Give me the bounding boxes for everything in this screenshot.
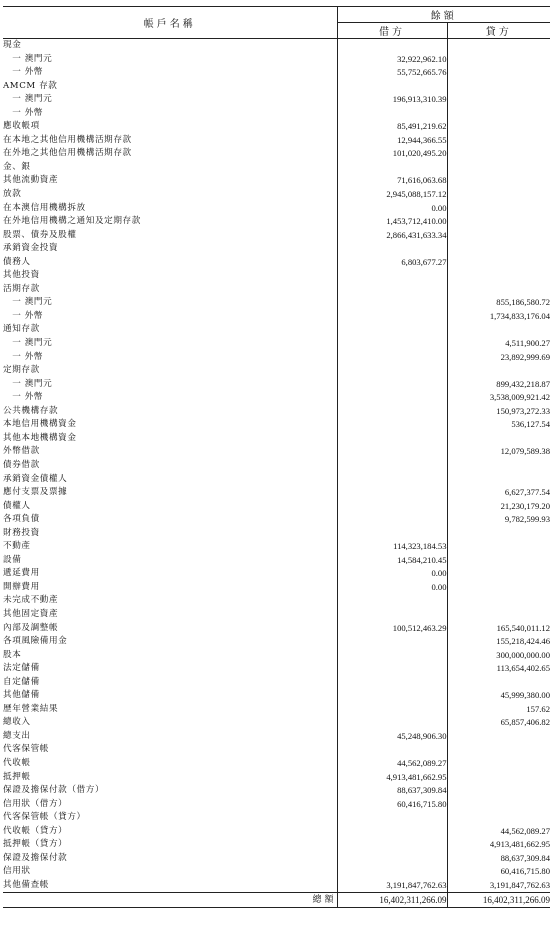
credit-cell: 3,538,009,921.42 [447, 391, 550, 405]
table-row [3, 689, 550, 703]
credit-cell [447, 202, 550, 216]
credit-cell [447, 608, 550, 622]
account-name-cell: 代收帳 [3, 757, 31, 768]
credit-cell: 12,079,589.38 [447, 445, 550, 459]
debit-cell [337, 608, 447, 622]
debit-cell [337, 486, 447, 500]
credit-cell [447, 161, 550, 175]
table-row [3, 269, 550, 283]
table-row [3, 608, 550, 622]
credit-cell [447, 53, 550, 67]
account-name-cell: 財務投資 [3, 527, 40, 538]
table-row [3, 174, 550, 188]
credit-cell [447, 120, 550, 134]
credit-cell [447, 540, 550, 554]
credit-cell: 300,000,000.00 [447, 649, 550, 663]
table-row [3, 351, 550, 365]
credit-cell: 88,637,309.84 [447, 852, 550, 866]
debit-cell: 71,616,063.68 [337, 174, 447, 188]
account-name-cell: 保證及擔保付款（借方） [3, 785, 105, 796]
account-name-cell: 歷年營業結果 [3, 703, 59, 714]
table-row [3, 215, 550, 229]
account-name-cell: 一 澳門元 [3, 378, 53, 389]
account-name-cell: 定期存款 [3, 365, 40, 376]
table-row [3, 771, 550, 785]
table-row [3, 296, 550, 310]
account-name-cell: 其他儲備 [3, 690, 40, 701]
table-row [3, 256, 550, 270]
debit-cell [337, 865, 447, 879]
account-name-header: 帳戶名稱 [3, 7, 337, 39]
debit-cell [337, 649, 447, 663]
debit-cell: 55,752,665.76 [337, 66, 447, 80]
table-row [3, 337, 550, 351]
credit-cell [447, 811, 550, 825]
debit-cell: 0.00 [337, 202, 447, 216]
account-name-cell: 在本澳信用機構拆放 [3, 202, 86, 213]
credit-cell [447, 80, 550, 94]
credit-cell: 9,782,599.93 [447, 513, 550, 527]
debit-cell [337, 838, 447, 852]
account-name-cell: 信用狀（借方） [3, 798, 68, 809]
account-name-cell: 自定儲備 [3, 676, 40, 687]
table-row [3, 554, 550, 568]
table-row [3, 486, 550, 500]
credit-cell: 1,734,833,176.04 [447, 310, 550, 324]
total-credit: 16,402,311,266.09 [447, 893, 550, 908]
credit-cell [447, 364, 550, 378]
debit-cell: 44,562,089.27 [337, 757, 447, 771]
account-name-cell: 一 外幣 [3, 67, 44, 78]
table-row [3, 80, 550, 94]
credit-cell [447, 134, 550, 148]
account-name-cell: 代客保管帳（貸方） [3, 812, 86, 823]
debit-cell: 12,944,366.55 [337, 134, 447, 148]
account-name-cell: 其他本地機構資金 [3, 432, 77, 443]
debit-cell [337, 594, 447, 608]
debit-cell [337, 635, 447, 649]
table-row [3, 134, 550, 148]
table-row [3, 405, 550, 419]
account-name-cell: 其他備查帳 [3, 879, 49, 890]
debit-cell: 0.00 [337, 567, 447, 581]
account-name-cell: 各項負債 [3, 514, 40, 525]
credit-cell: 65,857,406.82 [447, 716, 550, 730]
credit-header: 貸方 [447, 23, 550, 39]
debit-cell [337, 364, 447, 378]
credit-cell [447, 269, 550, 283]
debit-cell: 3,191,847,762.63 [337, 879, 447, 893]
credit-cell [447, 432, 550, 446]
debit-cell [337, 716, 447, 730]
debit-cell: 32,922,962.10 [337, 53, 447, 67]
account-name-cell: 一 澳門元 [3, 297, 53, 308]
debit-cell [337, 852, 447, 866]
table-row [3, 865, 550, 879]
table-row [3, 798, 550, 812]
debit-cell [337, 662, 447, 676]
account-name-cell: 應收帳項 [3, 121, 40, 132]
total-row [3, 893, 550, 908]
account-name-cell: 在本地之其他信用機構活期存款 [3, 134, 132, 145]
account-name-cell: 一 外幣 [3, 310, 44, 321]
table-row [3, 283, 550, 297]
account-name-cell: 開辦費用 [3, 581, 40, 592]
credit-cell [447, 730, 550, 744]
account-name-cell: 承銷資金投資 [3, 243, 59, 254]
debit-cell: 2,945,088,157.12 [337, 188, 447, 202]
debit-cell: 101,020,495.20 [337, 147, 447, 161]
account-name-cell: 債券借款 [3, 459, 40, 470]
account-name-cell: 其他固定資產 [3, 608, 59, 619]
debit-cell [337, 527, 447, 541]
account-name-cell: 各項風險備用金 [3, 636, 68, 647]
account-name-cell: 活期存款 [3, 283, 40, 294]
table-row [3, 784, 550, 798]
account-name-cell: 承銷資金債權人 [3, 473, 68, 484]
trial-balance-table [3, 6, 550, 908]
account-name-cell: 放款 [3, 189, 22, 200]
account-name-cell: 總支出 [3, 730, 31, 741]
table-row [3, 391, 550, 405]
table-row [3, 147, 550, 161]
account-name-cell: 其他流動資產 [3, 175, 59, 186]
debit-cell: 88,637,309.84 [337, 784, 447, 798]
account-name-cell: 未完成不動產 [3, 595, 59, 606]
debit-cell [337, 689, 447, 703]
table-row [3, 364, 550, 378]
table-row [3, 39, 550, 53]
credit-cell [447, 676, 550, 690]
table-row [3, 93, 550, 107]
account-name-cell: 股本 [3, 649, 22, 660]
debit-cell [337, 283, 447, 297]
account-name-cell: 信用狀 [3, 866, 31, 877]
total-debit: 16,402,311,266.09 [337, 893, 447, 908]
credit-cell [447, 784, 550, 798]
credit-cell [447, 107, 550, 121]
account-name-cell: 一 外幣 [3, 107, 44, 118]
account-name-cell: 一 外幣 [3, 351, 44, 362]
table-row [3, 432, 550, 446]
table-row [3, 418, 550, 432]
credit-cell: 113,654,402.65 [447, 662, 550, 676]
debit-cell [337, 242, 447, 256]
debit-cell [337, 80, 447, 94]
credit-cell: 4,913,481,662.95 [447, 838, 550, 852]
debit-cell: 4,913,481,662.95 [337, 771, 447, 785]
credit-cell: 21,230,179.20 [447, 500, 550, 514]
account-name-cell: 代收帳（貸方） [3, 825, 68, 836]
table-row [3, 879, 550, 893]
debit-cell: 196,913,310.39 [337, 93, 447, 107]
credit-cell [447, 594, 550, 608]
table-row [3, 242, 550, 256]
debit-cell: 100,512,463.29 [337, 622, 447, 636]
credit-cell: 157.62 [447, 703, 550, 717]
table-row [3, 107, 550, 121]
table-row [3, 473, 550, 487]
debit-cell [337, 445, 447, 459]
table-row [3, 649, 550, 663]
debit-cell: 6,803,677.27 [337, 256, 447, 270]
debit-cell [337, 703, 447, 717]
credit-cell: 4,511,900.27 [447, 337, 550, 351]
credit-cell [447, 567, 550, 581]
debit-cell [337, 39, 447, 53]
table-row [3, 635, 550, 649]
account-name-cell: 一 澳門元 [3, 338, 53, 349]
debit-cell [337, 269, 447, 283]
credit-cell [447, 229, 550, 243]
credit-cell [447, 554, 550, 568]
debit-cell: 114,323,184.53 [337, 540, 447, 554]
credit-cell [447, 473, 550, 487]
debit-cell [337, 418, 447, 432]
table-row [3, 540, 550, 554]
account-name-cell: 在外地之其他信用機構活期存款 [3, 148, 132, 159]
credit-cell [447, 93, 550, 107]
debit-cell: 60,416,715.80 [337, 798, 447, 812]
debit-cell [337, 107, 447, 121]
ledger-rows [3, 39, 550, 893]
account-name-cell: 保證及擔保付款 [3, 852, 68, 863]
debit-cell [337, 337, 447, 351]
account-name-cell: 一 澳門元 [3, 94, 53, 105]
credit-cell: 855,186,580.72 [447, 296, 550, 310]
account-name-cell: 法定儲備 [3, 663, 40, 674]
credit-cell [447, 527, 550, 541]
credit-cell [447, 242, 550, 256]
debit-cell [337, 391, 447, 405]
debit-cell [337, 161, 447, 175]
account-name-cell: AMCM 存款 [3, 80, 58, 91]
total-label: 總額 [3, 893, 337, 908]
account-name-cell: 代客保管帳 [3, 744, 49, 755]
credit-cell: 899,432,218.87 [447, 378, 550, 392]
debit-cell [337, 513, 447, 527]
debit-header: 借方 [337, 23, 447, 39]
table-row [3, 459, 550, 473]
table-row [3, 513, 550, 527]
account-name-cell: 在外地信用機構之通知及定期存款 [3, 216, 141, 227]
account-name-cell: 債務人 [3, 256, 31, 267]
account-name-cell: 一 澳門元 [3, 53, 53, 64]
credit-cell: 150,973,272.33 [447, 405, 550, 419]
credit-cell [447, 757, 550, 771]
table-row [3, 202, 550, 216]
table-row [3, 852, 550, 866]
table-row [3, 730, 550, 744]
table-row [3, 567, 550, 581]
table-row [3, 838, 550, 852]
table-row [3, 594, 550, 608]
debit-cell: 1,453,712,410.00 [337, 215, 447, 229]
credit-cell: 45,999,380.00 [447, 689, 550, 703]
credit-cell [447, 147, 550, 161]
table-row [3, 323, 550, 337]
table-row [3, 527, 550, 541]
credit-cell: 3,191,847,762.63 [447, 879, 550, 893]
debit-cell [337, 351, 447, 365]
account-name-cell: 公共機構存款 [3, 405, 59, 416]
table-row [3, 622, 550, 636]
credit-cell [447, 215, 550, 229]
credit-cell: 165,540,011.12 [447, 622, 550, 636]
debit-cell [337, 405, 447, 419]
credit-cell [447, 66, 550, 80]
account-name-cell: 現金 [3, 40, 22, 50]
account-name-cell: 應付支票及票據 [3, 487, 68, 498]
debit-cell [337, 296, 447, 310]
balance-header: 餘額 [337, 7, 550, 23]
debit-cell [337, 310, 447, 324]
account-name-cell: 內部及調整帳 [3, 622, 59, 633]
table-row [3, 581, 550, 595]
account-name-cell: 遞延費用 [3, 568, 40, 579]
account-name-cell: 設備 [3, 554, 22, 565]
debit-cell [337, 811, 447, 825]
debit-cell: 45,248,906.30 [337, 730, 447, 744]
account-name-cell: 其他投資 [3, 270, 40, 281]
debit-cell [337, 432, 447, 446]
table-row [3, 53, 550, 67]
table-row [3, 716, 550, 730]
credit-cell: 60,416,715.80 [447, 865, 550, 879]
account-name-cell: 抵押帳（貸方） [3, 839, 68, 850]
debit-cell [337, 473, 447, 487]
account-name-cell: 不動產 [3, 541, 31, 552]
credit-cell: 155,218,424.46 [447, 635, 550, 649]
debit-cell [337, 743, 447, 757]
debit-cell: 85,491,219.62 [337, 120, 447, 134]
account-name-cell: 金、銀 [3, 161, 31, 172]
credit-cell: 44,562,089.27 [447, 825, 550, 839]
debit-cell [337, 825, 447, 839]
debit-cell: 14,584,210.45 [337, 554, 447, 568]
credit-cell [447, 256, 550, 270]
debit-cell [337, 500, 447, 514]
debit-cell: 2,866,431,633.34 [337, 229, 447, 243]
table-row [3, 811, 550, 825]
credit-cell: 23,892,999.69 [447, 351, 550, 365]
account-name-cell: 債權人 [3, 500, 31, 511]
table-row [3, 378, 550, 392]
debit-cell: 0.00 [337, 581, 447, 595]
table-row [3, 662, 550, 676]
credit-cell [447, 743, 550, 757]
table-row [3, 161, 550, 175]
table-row [3, 188, 550, 202]
table-row [3, 66, 550, 80]
credit-cell [447, 459, 550, 473]
account-name-cell: 一 外幣 [3, 392, 44, 403]
account-name-cell: 股票、債券及股權 [3, 229, 77, 240]
account-name-cell: 本地信用機構資金 [3, 419, 77, 430]
credit-cell [447, 174, 550, 188]
credit-cell [447, 283, 550, 297]
table-row [3, 120, 550, 134]
account-name-cell: 通知存款 [3, 324, 40, 335]
account-name-cell: 抵押帳 [3, 771, 31, 782]
credit-cell [447, 39, 550, 53]
table-row [3, 310, 550, 324]
credit-cell [447, 188, 550, 202]
credit-cell: 6,627,377.54 [447, 486, 550, 500]
table-row [3, 757, 550, 771]
debit-cell [337, 459, 447, 473]
credit-cell [447, 581, 550, 595]
account-name-cell: 總收入 [3, 717, 31, 728]
account-name-cell: 外幣借款 [3, 446, 40, 457]
table-row [3, 229, 550, 243]
table-row [3, 825, 550, 839]
debit-cell [337, 323, 447, 337]
debit-cell [337, 676, 447, 690]
table-row [3, 676, 550, 690]
credit-cell: 536,127.54 [447, 418, 550, 432]
credit-cell [447, 323, 550, 337]
table-row [3, 445, 550, 459]
table-row [3, 500, 550, 514]
table-row [3, 743, 550, 757]
credit-cell [447, 798, 550, 812]
table-row [3, 703, 550, 717]
debit-cell [337, 378, 447, 392]
credit-cell [447, 771, 550, 785]
